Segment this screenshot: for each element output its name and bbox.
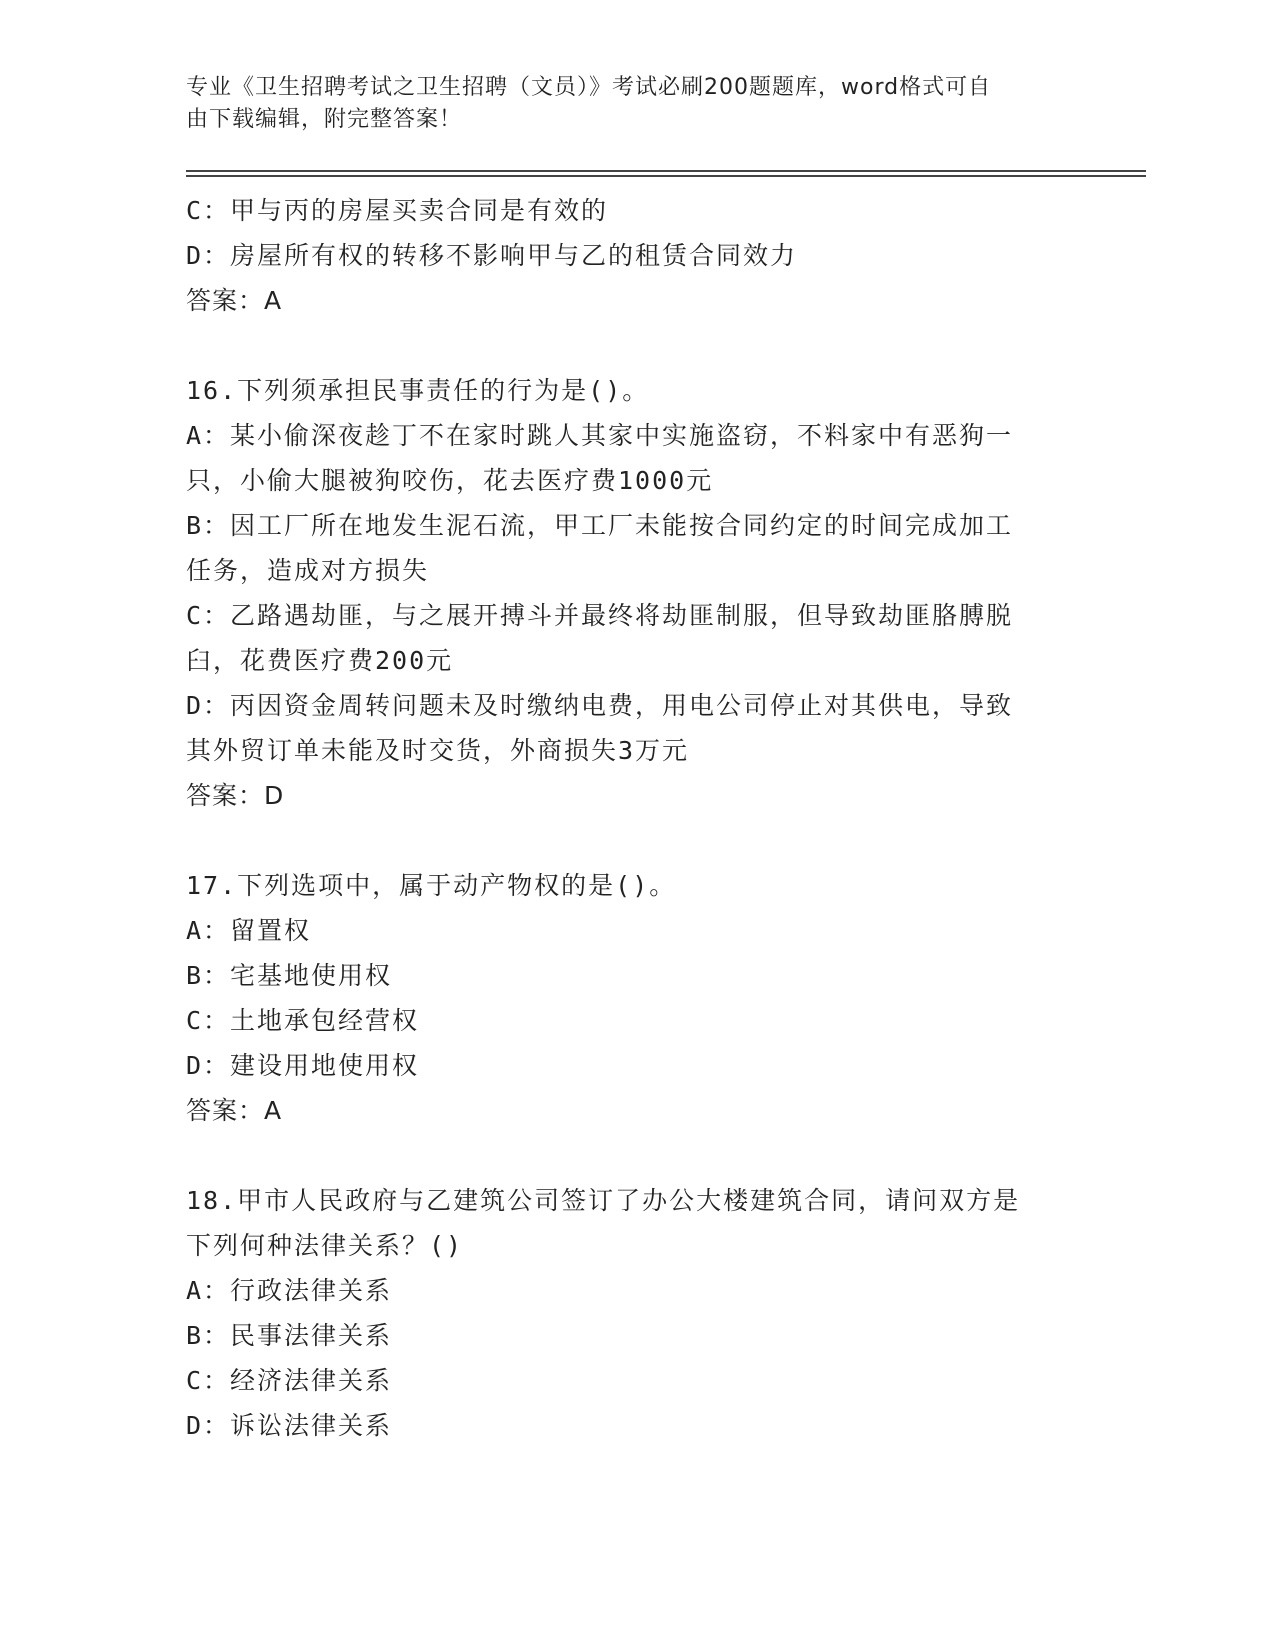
question-15-tail	[186, 188, 1066, 323]
document-header	[186, 72, 1066, 136]
option-b-cont: 任务，造成对方损失	[186, 556, 430, 585]
question-17	[186, 863, 1066, 1133]
option-a: A：留置权	[186, 916, 312, 945]
option-a-cont: 只，小偷大腿被狗咬伤，花去医疗费1000元	[186, 466, 714, 495]
question-stem: 16.下列须承担民事责任的行为是()。	[186, 376, 650, 405]
document-body	[186, 188, 1066, 1448]
answer-line: 答案：A	[186, 286, 283, 315]
header-rule-top	[186, 170, 1146, 172]
question-stem: 18.甲市人民政府与乙建筑公司签订了办公大楼建筑合同，请问双方是	[186, 1186, 1021, 1215]
option-b: B：民事法律关系	[186, 1321, 393, 1350]
question-16	[186, 368, 1066, 818]
question-stem-cont: 下列何种法律关系？()	[186, 1231, 464, 1260]
option-c: C：甲与丙的房屋买卖合同是有效的	[186, 196, 609, 225]
header-line-1: 专业《卫生招聘考试之卫生招聘（文员）》考试必刷200题题库，word格式可自	[186, 75, 992, 100]
option-b: B：宅基地使用权	[186, 961, 393, 990]
option-b: B：因工厂所在地发生泥石流，甲工厂未能按合同约定的时间完成加工	[186, 511, 1014, 540]
option-d: D：房屋所有权的转移不影响甲与乙的租赁合同效力	[186, 241, 798, 270]
option-a: A：某小偷深夜趁丁不在家时跳人其家中实施盗窃，不料家中有恶狗一	[186, 421, 1014, 450]
option-d: D：丙因资金周转问题未及时缴纳电费，用电公司停止对其供电，导致	[186, 691, 1014, 720]
option-d-cont: 其外贸订单未能及时交货，外商损失3万元	[186, 736, 690, 765]
header-line-2: 由下载编辑，附完整答案！	[186, 107, 463, 132]
option-c: C：乙路遇劫匪，与之展开搏斗并最终将劫匪制服，但导致劫匪胳膊脱	[186, 601, 1014, 630]
question-stem: 17.下列选项中，属于动产物权的是()。	[186, 871, 677, 900]
option-c-cont: 臼，花费医疗费200元	[186, 646, 454, 675]
option-a: A：行政法律关系	[186, 1276, 393, 1305]
option-c: C：土地承包经营权	[186, 1006, 420, 1035]
answer-line: 答案：A	[186, 1096, 283, 1125]
option-d: D：诉讼法律关系	[186, 1411, 393, 1440]
option-d: D：建设用地使用权	[186, 1051, 420, 1080]
question-18	[186, 1178, 1066, 1448]
answer-line: 答案：D	[186, 781, 285, 810]
header-rule-bottom	[186, 175, 1146, 177]
option-c: C：经济法律关系	[186, 1366, 393, 1395]
